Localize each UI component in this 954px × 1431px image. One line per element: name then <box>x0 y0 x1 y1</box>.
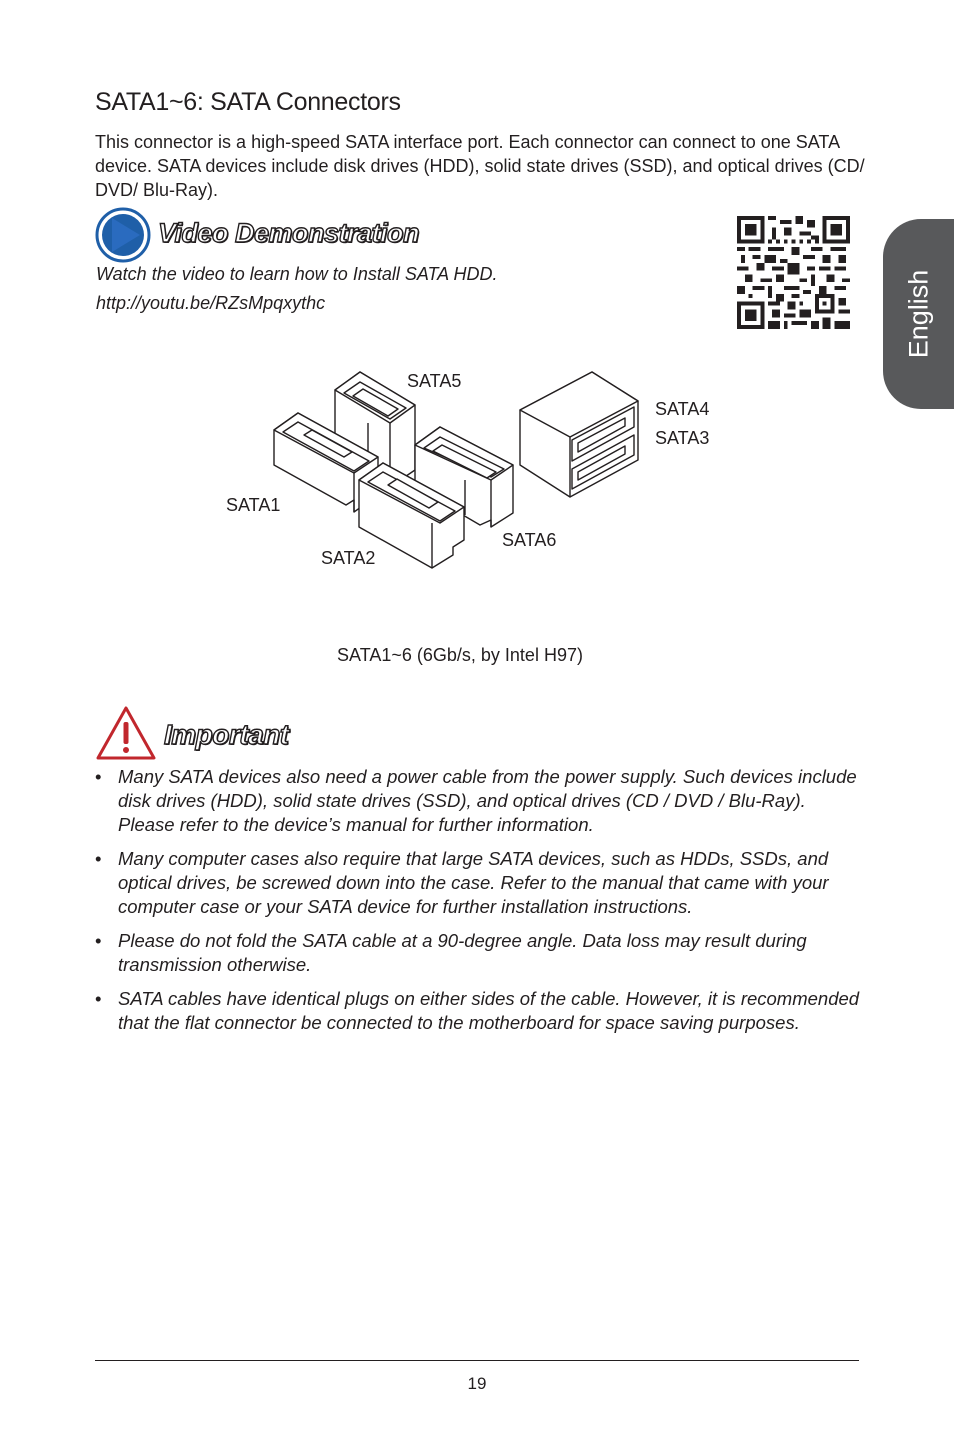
warning-icon <box>95 705 157 761</box>
list-item-text: SATA cables have identical plugs on either sides of the cable. However, it is recommended that the flat connector be connected to the motherboard for space saving purposes. <box>118 988 860 1033</box>
list-item <box>95 765 865 837</box>
sata-connectors-diagram <box>260 365 660 575</box>
footer-divider <box>95 1360 859 1361</box>
diagram-caption: SATA1~6 (6Gb/s, by Intel H97) <box>337 645 583 665</box>
sata3-label: SATA3 <box>655 428 710 448</box>
sata6-label: SATA6 <box>502 530 557 550</box>
sata4-sata3-connector <box>520 372 638 497</box>
play-icon <box>94 206 152 264</box>
section-heading: SATA1~6: SATA Connectors <box>95 88 401 116</box>
bullet-marker: • <box>95 988 102 1009</box>
video-note: Watch the video to learn how to Install SATA HDD. <box>96 264 498 284</box>
section-intro: This connector is a high-speed SATA interface port. Each connector can connect to one SATA device. SATA devices include disk drives (HDD), solid state drives (SSD), and optical drives (CD/ DVD/ Blu-Ray). <box>95 132 865 200</box>
list-item-text: Many computer cases also require that large SATA devices, such as HDDs, SSDs, and optical drives, be screwed down into the case. Refer to the manual that came with your computer case or your SATA device for further installation instructions. <box>118 848 829 917</box>
list-item <box>95 987 865 1035</box>
bullet-marker: • <box>95 930 102 951</box>
list-item <box>95 847 865 919</box>
sata2-label: SATA2 <box>321 548 376 568</box>
list-item-text: Many SATA devices also need a power cable from the power supply. Such devices include disk drives (HDD), solid state drives (SSD), and optical drives (CD / DVD / Blu-Ray). Please refer to the device’s manual for further information. <box>118 766 857 835</box>
sata4-label: SATA4 <box>655 399 710 419</box>
video-title: Video Demonstration <box>158 218 420 248</box>
page-number: 19 <box>467 1374 487 1393</box>
language-tab[interactable] <box>883 219 954 409</box>
qr-code-icon[interactable] <box>737 216 850 329</box>
video-url-link[interactable]: http://youtu.be/RZsMpqxythc <box>96 293 326 313</box>
sata5-label: SATA5 <box>407 371 462 391</box>
list-item <box>95 929 865 977</box>
bullet-marker: • <box>95 848 102 869</box>
language-tab-label: English <box>903 269 933 359</box>
list-item-text: Please do not fold the SATA cable at a 90-degree angle. Data loss may result during transmission otherwise. <box>118 930 807 975</box>
important-list <box>95 765 865 1045</box>
bullet-marker: • <box>95 766 102 787</box>
important-title: Important <box>164 719 289 750</box>
sata1-label: SATA1 <box>226 495 281 515</box>
